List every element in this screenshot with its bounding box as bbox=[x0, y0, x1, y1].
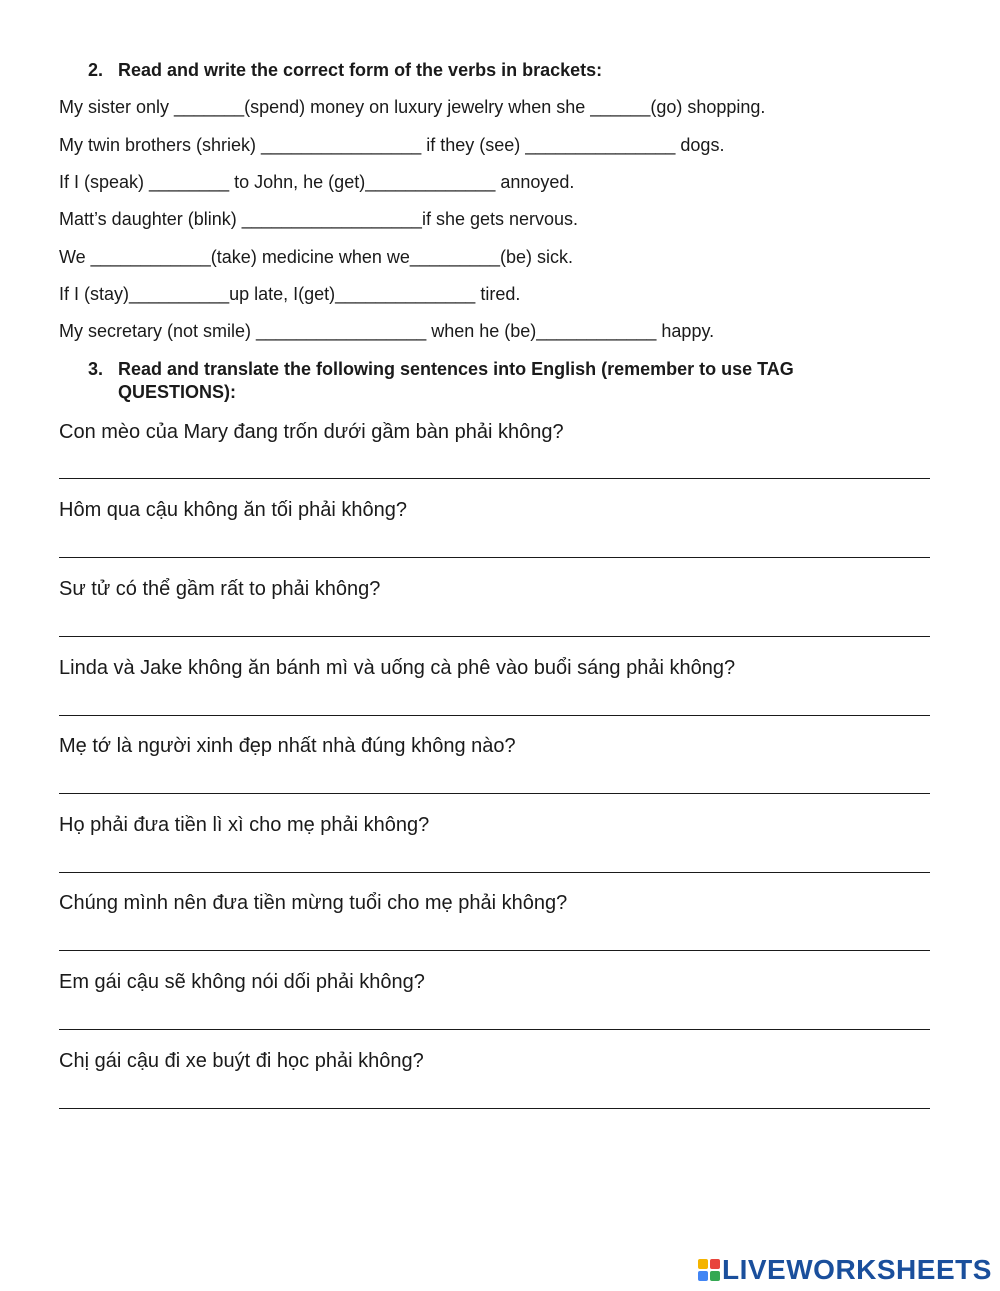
answer-line-4[interactable] bbox=[59, 715, 930, 716]
exercise-line-6: If I (stay)__________up late, I(get)______________ tired. bbox=[59, 284, 521, 304]
answer-line-2[interactable] bbox=[59, 557, 930, 558]
answer-line-6[interactable] bbox=[59, 872, 930, 873]
logo-text: LIVEWORKSHEETS bbox=[722, 1254, 992, 1285]
section-3-number: 3. bbox=[88, 359, 104, 379]
answer-line-7[interactable] bbox=[59, 950, 930, 951]
exercise-line-5: We ____________(take) medicine when we_________(be) sick. bbox=[59, 247, 574, 267]
section-3-heading bbox=[88, 358, 794, 404]
translate-question-8: Em gái cậu sẽ không nói dối phải không? bbox=[59, 971, 425, 993]
liveworksheets-logo bbox=[698, 1255, 992, 1285]
translate-question-4: Linda và Jake không ăn bánh mì và uống cà phê vào buổi sáng phải không? bbox=[59, 657, 736, 679]
exercise-line-3: If I (speak) ________ to John, he (get)_____________ annoyed. bbox=[59, 172, 575, 192]
section-3-title-line-1: Read and translate the following sentences into English (remember to use TAG bbox=[118, 359, 794, 379]
translate-question-7: Chúng mình nên đưa tiền mừng tuổi cho mẹ phải không? bbox=[59, 892, 568, 914]
logo-blocks-icon bbox=[698, 1259, 720, 1281]
section-3-title-line-2: QUESTIONS): bbox=[118, 382, 237, 402]
section-2-title: Read and write the correct form of the verbs in brackets: bbox=[118, 60, 603, 80]
answer-line-5[interactable] bbox=[59, 793, 930, 794]
answer-line-9[interactable] bbox=[59, 1108, 930, 1109]
translate-question-5: Mẹ tớ là người xinh đẹp nhất nhà đúng không nào? bbox=[59, 735, 516, 757]
exercise-line-2: My twin brothers (shriek) ________________ if they (see) _______________ dogs. bbox=[59, 135, 725, 155]
exercise-line-1: My sister only _______(spend) money on luxury jewelry when she ______(go) shopping. bbox=[59, 97, 766, 117]
exercise-line-7: My secretary (not smile) _________________ when he (be)____________ happy. bbox=[59, 321, 715, 341]
section-2-heading bbox=[88, 59, 602, 82]
section-2-number: 2. bbox=[88, 60, 104, 80]
answer-line-8[interactable] bbox=[59, 1029, 930, 1030]
translate-question-1: Con mèo của Mary đang trốn dưới gầm bàn phải không? bbox=[59, 421, 564, 443]
translate-question-6: Họ phải đưa tiền lì xì cho mẹ phải không? bbox=[59, 814, 430, 836]
translate-question-9: Chị gái cậu đi xe buýt đi học phải không? bbox=[59, 1050, 424, 1072]
translate-question-2: Hôm qua cậu không ăn tối phải không? bbox=[59, 499, 408, 521]
exercise-line-4: Matt’s daughter (blink) __________________if she gets nervous. bbox=[59, 209, 579, 229]
answer-line-3[interactable] bbox=[59, 636, 930, 637]
answer-line-1[interactable] bbox=[59, 478, 930, 479]
translate-question-3: Sư tử có thể gầm rất to phải không? bbox=[59, 578, 381, 600]
